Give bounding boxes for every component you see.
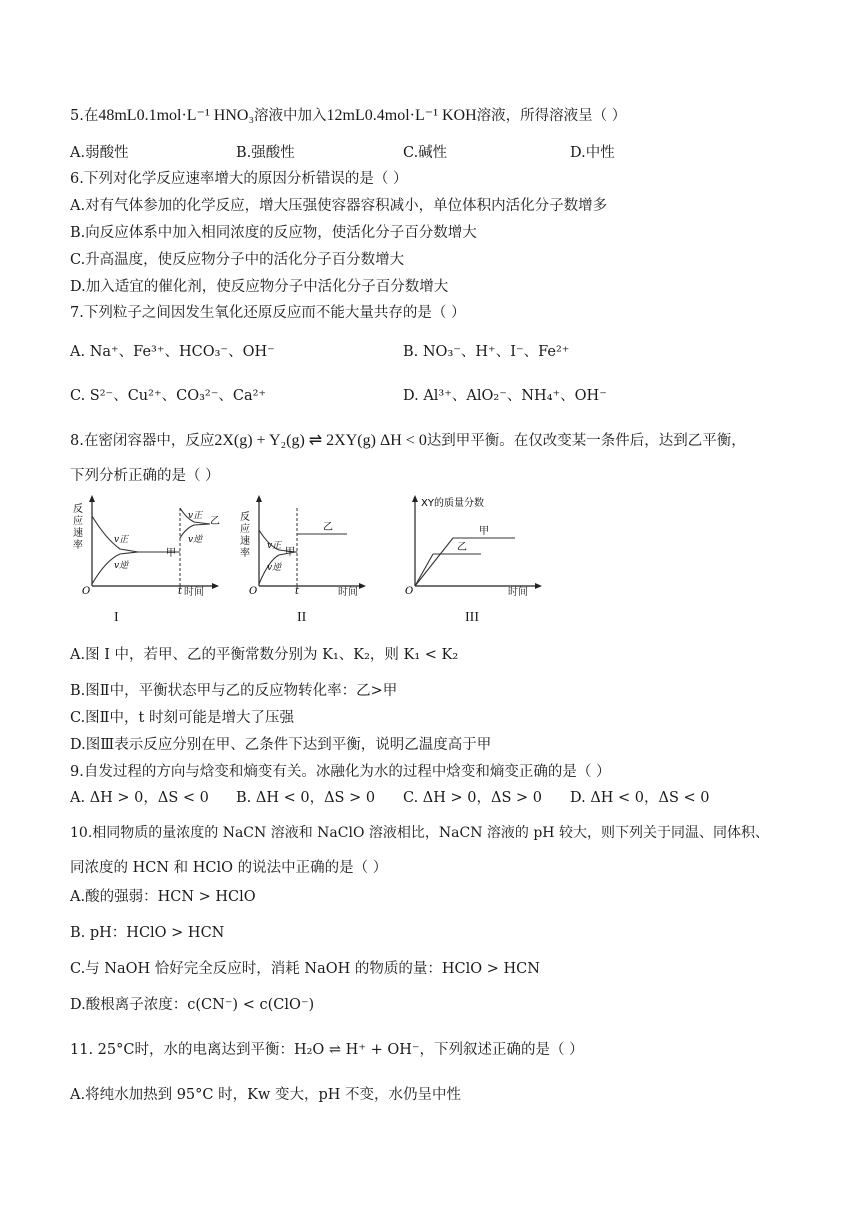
q10-stem: 10.相同物质的量浓度的 NaCN 溶液和 NaClO 溶液相比，NaCN 溶液的 pH 较大，则下列关于同温、同体积、 xyxy=(70,825,769,841)
fig2-rate-axis-4: 率 xyxy=(240,548,250,559)
q8-stem-text-a: 8.在密闭容器中，反应 xyxy=(70,433,215,449)
q6-option-a: A.对有气体参加的化学反应，增大压强使容器容积减小，单位体积内活化分子数增多 xyxy=(70,198,608,214)
q8-stem-line2: 下列分析正确的是（ ） xyxy=(70,468,220,484)
q5-stem-text-a: 5.在 xyxy=(70,108,99,124)
fig1-v-reverse-label-2: v逆 xyxy=(188,535,203,545)
fig3-caption: III xyxy=(465,610,479,625)
fig2-yi-label: 乙 xyxy=(323,522,333,533)
q8-equation: 2X(g) + Y₂(g) ⇌ 2XY(g) ΔH < 0 xyxy=(214,432,427,449)
q10-option-c: C.与 NaOH 恰好完全反应时，消耗 NaOH 的物质的量：HClO > HCN xyxy=(70,961,540,977)
q5-stem xyxy=(70,106,626,126)
q5-formula-1: 48mL0.1mol·L⁻¹ HNO₃ xyxy=(98,107,255,124)
q8-stem-text-b: 达到甲平衡。在仅改变某一条件后，达到乙平衡， xyxy=(426,433,746,449)
q11-stem: 11. 25°C时，水的电离达到平衡：H₂O ⇌ H⁺ + OH⁻，下列叙述正确的是（ ） xyxy=(70,1042,584,1058)
figure-2 xyxy=(237,494,367,594)
fig1-rate-axis-3: 速 xyxy=(73,528,83,539)
fig2-rate-axis-3: 速 xyxy=(240,536,250,547)
fig1-origin: O xyxy=(82,586,91,594)
q7-stem: 7.下列粒子之间因发生氧化还原反应而不能大量共存的是（ ） xyxy=(70,305,466,321)
q10-option-a: A.酸的强弱：HCN > HClO xyxy=(70,889,256,905)
q6-option-d: D.加入适宜的催化剂，使反应物分子中活化分子百分数增大 xyxy=(70,279,449,295)
fig3-yi-label: 乙 xyxy=(457,542,467,553)
fig2-v-forward-label: v正 xyxy=(267,541,282,551)
fig2-origin: O xyxy=(249,586,258,594)
fig1-yi-label: 乙 xyxy=(210,516,220,527)
q8-stem xyxy=(70,431,746,451)
q6-option-b: B.向反应体系中加入相同浓度的反应物，使活化分子百分数增大 xyxy=(70,225,477,241)
q5-option-c: C.碱性 xyxy=(403,145,448,161)
fig3-origin: O xyxy=(405,586,414,594)
q8-option-c: C.图Ⅱ中，t 时刻可能是增大了压强 xyxy=(70,710,294,726)
figure-3 xyxy=(403,494,543,594)
fig3-time-axis-label: 时间 xyxy=(508,587,528,598)
fig1-caption: I xyxy=(114,610,119,625)
q10-option-b: B. pH：HClO > HCN xyxy=(70,925,225,941)
fig2-v-reverse-label: v逆 xyxy=(267,563,282,573)
q9-option-b: B. ΔH < 0，ΔS > 0 xyxy=(236,790,376,806)
q5-stem-text-c: 溶液，所得溶液呈（ ） xyxy=(476,108,627,124)
fig2-rate-axis-2: 应 xyxy=(240,524,250,535)
fig1-rate-axis-1: 反 xyxy=(73,504,83,515)
q9-option-a: A. ΔH > 0，ΔS < 0 xyxy=(70,790,209,806)
q8-option-a: A.图 I 中，若甲、乙的平衡常数分别为 K₁、K₂，则 K₁ < K₂ xyxy=(70,647,459,663)
q10-stem-line2: 同浓度的 HCN 和 HClO 的说法中正确的是（ ） xyxy=(70,860,388,876)
q7-option-b: B. NO₃⁻、H⁺、I⁻、Fe²⁺ xyxy=(403,344,570,360)
fig1-jia-label: 甲 xyxy=(166,548,176,559)
q9-option-d: D. ΔH < 0，ΔS < 0 xyxy=(570,790,710,806)
fig3-xy-axis-label: XY的质量分数 xyxy=(421,498,484,509)
q5-option-a: A.弱酸性 xyxy=(70,145,129,161)
fig1-t-label: t xyxy=(178,586,183,594)
q5-stem-text-b: 溶液中加入 xyxy=(254,108,327,124)
fig1-v-forward-label-2: v正 xyxy=(188,511,203,521)
fig3-jia-label: 甲 xyxy=(479,526,489,537)
q6-stem: 6.下列对化学反应速率增大的原因分析错误的是（ ） xyxy=(70,171,408,187)
q9-stem: 9.自发过程的方向与焓变和熵变有关。冰融化为水的过程中焓变和熵变正确的是（ ） xyxy=(70,764,611,780)
q11-option-a: A.将纯水加热到 95°C 时，Kw 变大，pH 不变，水仍呈中性 xyxy=(70,1087,461,1103)
q8-option-b: B.图Ⅱ中，平衡状态甲与乙的反应物转化率：乙>甲 xyxy=(70,683,398,699)
fig2-rate-axis-1: 反 xyxy=(240,512,250,523)
q8-option-d: D.图Ⅲ表示反应分别在甲、乙条件下达到平衡，说明乙温度高于甲 xyxy=(70,737,492,753)
fig1-time-axis-label: 时间 xyxy=(184,587,204,598)
figure-1 xyxy=(70,494,220,594)
fig2-caption: II xyxy=(297,610,307,625)
fig2-jia-label: 甲 xyxy=(285,547,295,558)
q5-option-d: D.中性 xyxy=(570,145,615,161)
fig1-v-forward-label: v正 xyxy=(114,535,129,545)
fig1-rate-axis-4: 率 xyxy=(73,540,83,551)
q7-option-c: C. S²⁻、Cu²⁺、CO₃²⁻、Ca²⁺ xyxy=(70,388,267,404)
q7-option-d: D. Al³⁺、AlO₂⁻、NH₄⁺、OH⁻ xyxy=(403,388,607,404)
q9-option-c: C. ΔH > 0，ΔS > 0 xyxy=(403,790,543,806)
fig1-v-reverse-label: v逆 xyxy=(114,561,129,571)
fig1-rate-axis-2: 应 xyxy=(73,516,83,527)
q5-formula-2: 12mL0.4mol·L⁻¹ KOH xyxy=(326,107,477,124)
fig2-t-label: t xyxy=(295,586,300,594)
q7-option-a: A. Na⁺、Fe³⁺、HCO₃⁻、OH⁻ xyxy=(70,344,275,360)
fig2-time-axis-label: 时间 xyxy=(338,587,358,598)
q6-option-c: C.升高温度，使反应物分子中的活化分子百分数增大 xyxy=(70,252,405,268)
q10-option-d: D.酸根离子浓度：c(CN⁻) < c(ClO⁻) xyxy=(70,997,315,1013)
q5-option-b: B.强酸性 xyxy=(236,145,295,161)
